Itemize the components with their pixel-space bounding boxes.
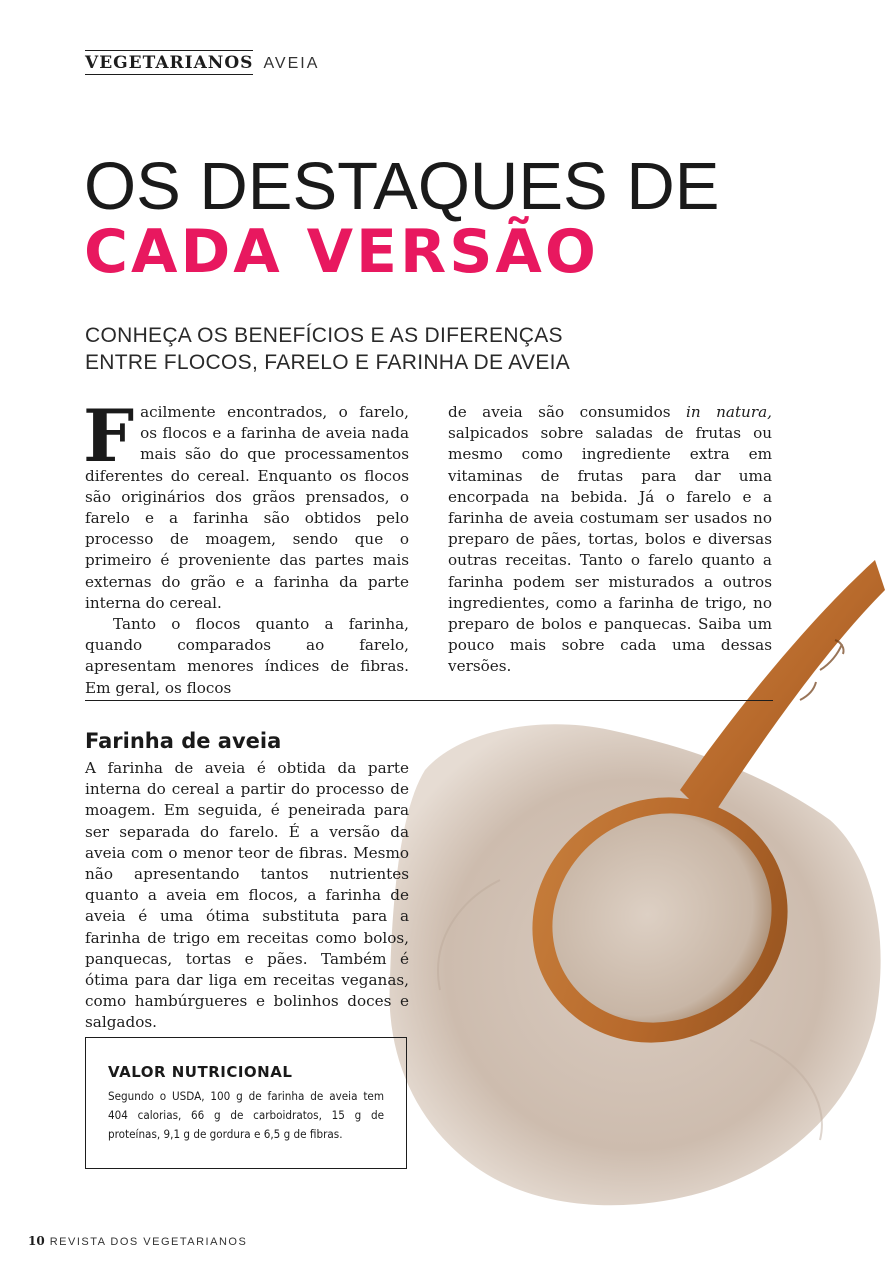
intro-column-left (83, 393, 409, 699)
title-line-1: OS DESTAQUES DE (84, 149, 720, 224)
magazine-name: REVISTA DOS VEGETARIANOS (49, 1236, 248, 1248)
subtitle-line-1: CONHEÇA OS BENEFÍCIOS E AS DIFERENÇAS (85, 324, 563, 347)
italic-term: in natura, (686, 403, 772, 421)
farinha-column (85, 758, 409, 1034)
subtitle (85, 322, 570, 376)
section-label: AVEIA (263, 55, 320, 72)
drop-cap: F (83, 393, 135, 478)
intro-paragraph-1-text: acilmente encontrados, o farelo, os flocos e a farinha de aveia nada mais são do que processamentos diferentes do cereal. Enquanto os flocos são originários dos grãos prensados, o farelo e a farinha são obtidos pelo processo de moagem, sendo que o primeiro é proveniente das partes mais externas do grão e a farinha da parte interna do cereal. (85, 403, 409, 612)
subtitle-line-2: ENTRE FLOCOS, FARELO E FARINHA DE AVEIA (85, 351, 571, 374)
title-line-2: CADA VERSÃO (84, 217, 599, 287)
farinha-heading: Farinha de aveia (85, 729, 282, 753)
section-divider (85, 700, 773, 701)
intro-paragraph-1 (83, 393, 409, 614)
page-footer (28, 1234, 247, 1248)
farinha-paragraph: A farinha de aveia é obtida da parte interna do cereal a partir do processo de moagem. Em seguida, é peneirada para ser separada do farelo. É a versão da aveia com o menor teor de fibras. Mesmo não apresentando tantos nutrientes quanto a aveia em flocos, a farinha de aveia é uma ótima substituta para a farinha de trigo em receitas como bolos, panquecas, tortas e pães. Também é ótima para dar liga em receitas veganas, como hambúrgueres e bolinhos doces e salgados. (85, 759, 409, 1032)
page-header (85, 50, 319, 75)
page-number: 10 (28, 1234, 45, 1248)
intro-column-right (448, 402, 772, 678)
nutrition-text: Segundo o USDA, 100 g de farinha de aveia tem 404 calorias, 66 g de carboidratos, 15 g de proteínas, 9,1 g de gordura e 6,5 g de fibras. (108, 1089, 384, 1141)
nutrition-title: VALOR NUTRICIONAL (108, 1063, 293, 1081)
intro-paragraph-3 (448, 402, 772, 678)
nutrition-box (85, 1037, 407, 1169)
intro-paragraph-3-end: salpicados sobre saladas de frutas ou mesmo como ingrediente extra em vitaminas de frutas para dar uma encorpada na bebida. Já o farelo e a farinha de aveia costumam ser usados no preparo de pães, tortas, bolos e diversas outras receitas. Tanto o farelo quanto a farinha podem ser misturados a outros ingredientes, como a farinha de trigo, no preparo de bolos e panquecas. Saiba um pouco mais sobre cada uma dessas versões. (448, 424, 772, 676)
intro-paragraph-3-start: de aveia são consumidos (448, 403, 687, 421)
intro-paragraph-2: Tanto o flocos quanto a farinha, quando comparados ao farelo, apresentam menores índices de fibras. Em geral, os flocos (85, 615, 409, 697)
magazine-brand: VEGETARIANOS (85, 50, 253, 75)
